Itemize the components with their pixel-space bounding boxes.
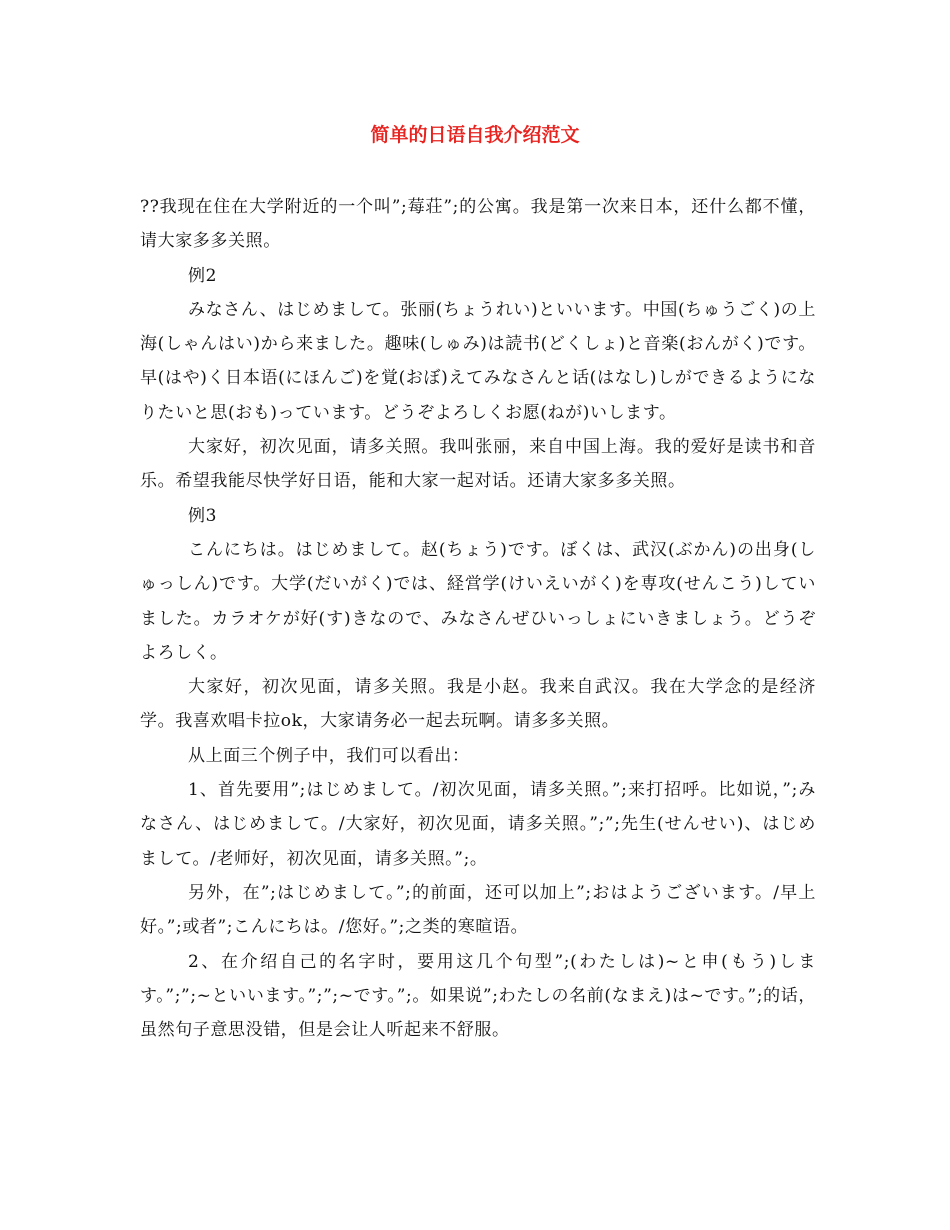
paragraph: こんにちは。はじめまして。赵(ちょう)です。ぼくは、武汉(ぶかん)の出身(しゅっしん)です。大学(だいがく)では、経営学(けいえいがく)を専攻(せんこう)していました。カラオケが好(す)きなので、みなさんぜひいっしょにいきましょう。どうぞよろしく。 xyxy=(140,539,816,663)
paragraph: ??我现在住在大学附近的一个叫”;莓荘”;的公寓。我是第一次来日本，还什么都不懂，请大家多多关照。 xyxy=(140,197,816,252)
document-title: 简单的日语自我介绍范文 xyxy=(370,124,580,146)
paragraph: 例3 xyxy=(188,505,218,526)
paragraph: 2、在介绍自己的名字时，要用这几个句型”;(わたしは)~と申(もう)します。”;”;~といいます。”;”;~です。”;。如果说”;わたしの名前(なまえ)は~です。”;的话，虽然句子意思没错，但是会让人听起来不舒服。 xyxy=(140,951,817,1041)
paragraph: 从上面三个例子中，我们可以看出： xyxy=(188,745,470,766)
document-body xyxy=(140,190,816,1047)
paragraph: 1、首先要用”;はじめまして。/初次见面，请多关照。”;来打招呼。比如说，”;みなさん、はじめまして。/大家好，初次见面，请多关照。”;”;先生(せんせい)、はじめまして。/老师好，初次见面，请多关照。”;。 xyxy=(140,780,816,869)
paragraph: 另外，在”;はじめまして。”;的前面，还可以加上”;おはようございます。/早上好。”;或者”;こんにちは。/您好。”;之类的寒暄语。 xyxy=(140,882,816,938)
paragraph: みなさん、はじめまして。张丽(ちょうれい)といいます。中国(ちゅうごく)の上海(しゃんはい)から来ました。趣味(しゅみ)は読书(どくしょ)と音楽(おんがく)です。早(はや)く日本语(にほんご)を覚(おぼ)えてみなさんと话(はなし)しができるようになりたいと思(おも)っています。どうぞよろしくお愿(ねが)いします。 xyxy=(140,299,816,423)
paragraph: 大家好，初次见面，请多关照。我是小赵。我来自武汉。我在大学念的是经济学。我喜欢唱卡拉ok，大家请务必一起去玩啊。请多多关照。 xyxy=(140,677,816,732)
paragraph: 例2 xyxy=(188,265,218,286)
paragraph: 大家好，初次见面，请多关照。我叫张丽，来自中国上海。我的爱好是读书和音乐。希望我能尽快学好日语，能和大家一起对话。还请大家多多关照。 xyxy=(140,437,816,492)
